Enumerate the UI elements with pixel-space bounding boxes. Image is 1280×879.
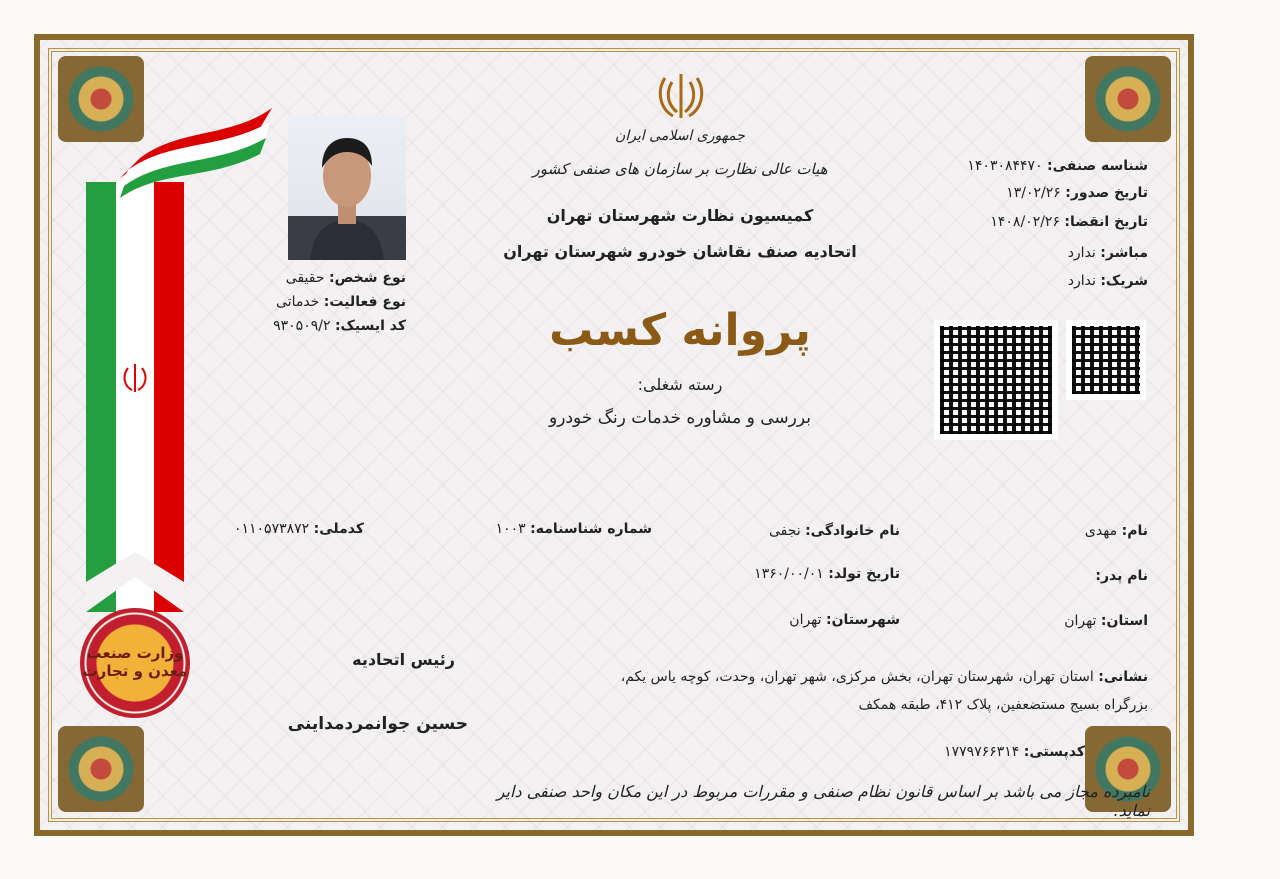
corner-ornament-bottom-left bbox=[58, 726, 144, 812]
person-type: نوع شخص: حقیقی bbox=[285, 270, 406, 286]
field-address-line2: بزرگراه بسیج مستضعفین، پلاک ۴۱۲، طبقه همکف bbox=[858, 697, 1148, 713]
field-city: شهرستان: تهران bbox=[789, 612, 900, 628]
field-national-code: کدملی: ۰۱۱۰۵۷۳۸۷۲ bbox=[233, 521, 364, 537]
qr-code-small bbox=[1066, 320, 1146, 400]
qr-code-large bbox=[934, 320, 1058, 440]
header-board: هیات عالی نظارت بر سازمان های صنفی کشور bbox=[532, 160, 828, 178]
iran-flag-ribbon bbox=[86, 182, 184, 612]
info-row: شریک: ندارد bbox=[1067, 273, 1148, 289]
signature-name: حسین جوانمردمداینی bbox=[287, 714, 468, 734]
activity-type: نوع فعالیت: خدماتی bbox=[276, 294, 406, 310]
isic-code: کد ایسیک: ۹۳۰۵۰۹/۲ bbox=[273, 318, 406, 334]
info-row: تاریخ صدور: ۱۳/۰۲/۲۶ bbox=[1006, 185, 1148, 201]
info-row: مباشر: ندارد bbox=[1067, 245, 1148, 261]
header-commission: کمیسیون نظارت شهرستان تهران bbox=[546, 206, 814, 225]
header-country: جمهوری اسلامی ایران bbox=[615, 128, 745, 144]
footer-note: نامبرده مجاز می باشد بر اساس قانون نظام صنفی و مقررات مربوط در این مکان واحد صنفی دایر نماید. bbox=[496, 782, 1150, 820]
iran-emblem-icon bbox=[655, 70, 707, 122]
field-father-name: نام پدر: bbox=[1095, 568, 1148, 584]
header-union: اتحادیه صنف نقاشان خودرو شهرستان تهران bbox=[503, 242, 857, 261]
occupation-label: رسته شغلی: bbox=[637, 375, 723, 394]
signature-role: رئیس اتحادیه bbox=[352, 650, 455, 669]
holder-photo bbox=[288, 116, 406, 260]
ministry-seal: وزارت صنعت معدن و تجارت bbox=[80, 608, 190, 718]
field-address: نشانی: استان تهران، شهرستان تهران، بخش مرکزی، شهر تهران، وحدت، کوچه یاس یکم، bbox=[620, 669, 1148, 685]
field-province: استان: تهران bbox=[1064, 613, 1148, 629]
info-row: تاریخ انقضا: ۱۴۰۸/۰۲/۲۶ bbox=[990, 214, 1148, 230]
info-row: شناسه صنفی: ۱۴۰۳۰۸۴۴۷۰ bbox=[967, 158, 1148, 174]
field-birth-date: تاریخ تولد: ۱۳۶۰/۰۰/۰۱ bbox=[754, 566, 900, 582]
field-postal-code: کدپستی: ۱۷۷۹۷۶۶۳۱۴ bbox=[944, 744, 1085, 760]
field-name: نام: مهدی bbox=[1084, 523, 1148, 539]
corner-ornament-top-right bbox=[1085, 56, 1171, 142]
flag-wave bbox=[120, 108, 272, 198]
page-title: پروانه کسب bbox=[549, 305, 811, 356]
occupation-value: بررسی و مشاوره خدمات رنگ خودرو bbox=[549, 408, 811, 428]
field-family-name: نام خانوادگی: نجفی bbox=[768, 523, 900, 539]
field-id-number: شماره شناسنامه: ۱۰۰۳ bbox=[495, 521, 652, 537]
